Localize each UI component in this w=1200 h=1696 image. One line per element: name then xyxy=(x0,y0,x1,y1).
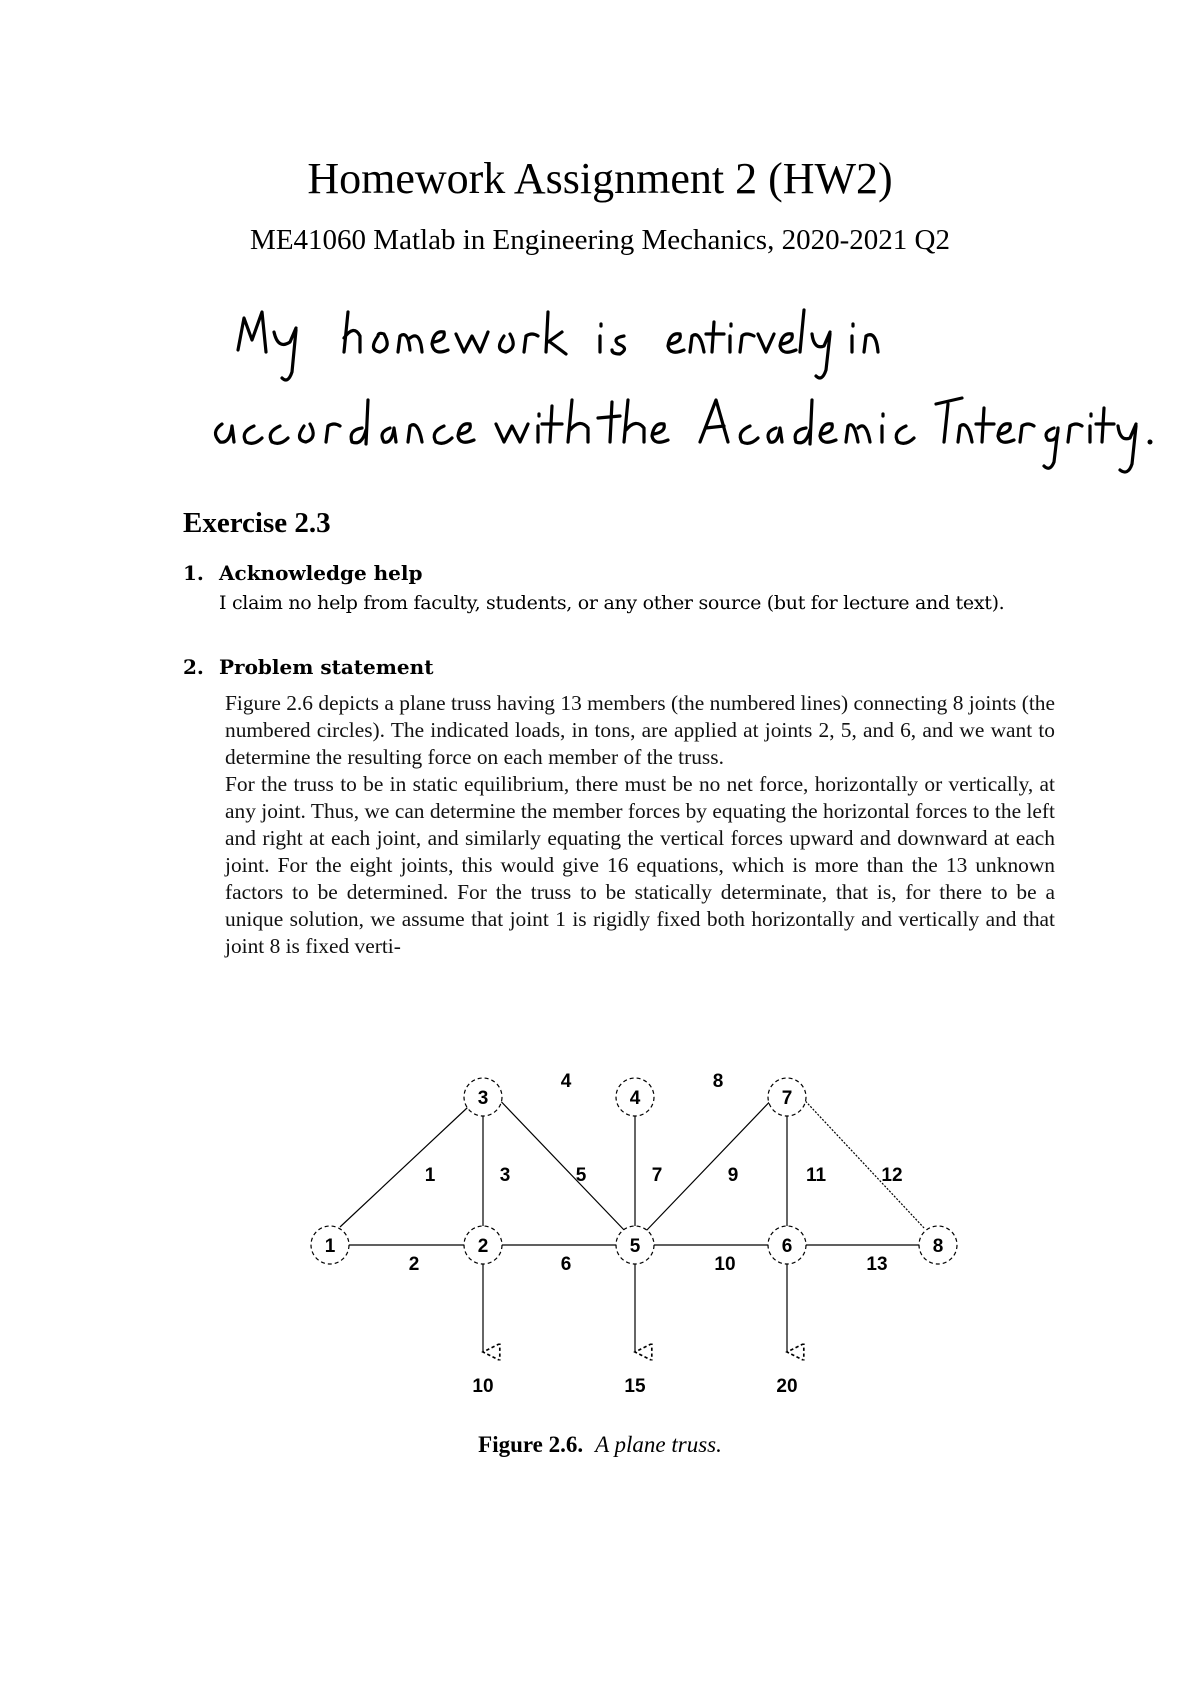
joint-label: 5 xyxy=(629,1236,641,1257)
member-label: 5 xyxy=(575,1165,587,1186)
joint-label: 4 xyxy=(629,1088,641,1109)
member-label: 8 xyxy=(712,1071,724,1092)
load-label: 20 xyxy=(776,1376,798,1397)
joint-label: 3 xyxy=(477,1088,489,1109)
member-label: 3 xyxy=(499,1165,511,1186)
member-line xyxy=(796,1091,925,1229)
joint-label: 6 xyxy=(781,1236,793,1257)
item-number: 2. xyxy=(183,655,204,679)
load-label: 15 xyxy=(624,1376,646,1397)
member-line xyxy=(340,1093,483,1227)
member-label: 12 xyxy=(881,1165,903,1186)
member-line xyxy=(491,1091,626,1232)
member-label: 2 xyxy=(408,1254,420,1275)
member-label: 1 xyxy=(424,1165,436,1186)
member-label: 9 xyxy=(727,1165,739,1186)
course-subtitle: ME41060 Matlab in Engineering Mechanics, 2020-2021 Q2 xyxy=(250,224,950,256)
exercise-heading: Exercise 2.3 xyxy=(183,507,331,539)
figure-caption xyxy=(0,1430,1200,1460)
joint-label: 7 xyxy=(781,1088,793,1109)
member-label: 13 xyxy=(866,1254,888,1275)
member-label: 6 xyxy=(560,1254,572,1275)
member-label: 7 xyxy=(651,1165,663,1186)
caption-label: Figure 2.6. xyxy=(478,1432,584,1457)
caption-text: A plane truss. xyxy=(595,1432,722,1457)
joint-label: 1 xyxy=(324,1236,336,1257)
item-heading: Problem statement xyxy=(219,655,434,679)
item-heading: Acknowledge help xyxy=(219,561,423,585)
load-label: 10 xyxy=(472,1376,494,1397)
member-label: 10 xyxy=(714,1254,736,1275)
member-label: 4 xyxy=(560,1071,572,1092)
member-label: 11 xyxy=(805,1165,827,1186)
member-line xyxy=(645,1091,780,1232)
item-number: 1. xyxy=(183,561,204,585)
problem-paragraph: For the truss to be in static equilibrium, there must be no net force, horizontally or vertically, at any joint. Thus, we can determine the member forces by equating the horizontal forces to the left and right at each joint, and similarly equating the vertical forces upward and downward at each joint. For the eight joints, this would give 16 equations, which is more than the 13 unknown factors to be determined. For the truss to be statically determinate, that is, for there to be a unique solution, we assume that joint 1 is rigidly fixed both horizontally and vertically and that joint 8 is fixed verti- xyxy=(225,772,1055,958)
help-statement: I claim no help from faculty, students, or any other source (but for lecture and text). xyxy=(219,592,1005,614)
joint-label: 2 xyxy=(477,1236,489,1257)
problem-paragraph: Figure 2.6 depicts a plane truss having 13 members (the numbered lines) connecting 8 joints (the numbered circles). The indicated loads, in tons, are applied at joints 2, 5, and 6, and we want to determine the resulting force on each member of the truss. xyxy=(225,691,1055,769)
joint-label: 8 xyxy=(932,1236,944,1257)
page-title: Homework Assignment 2 (HW2) xyxy=(307,154,893,203)
